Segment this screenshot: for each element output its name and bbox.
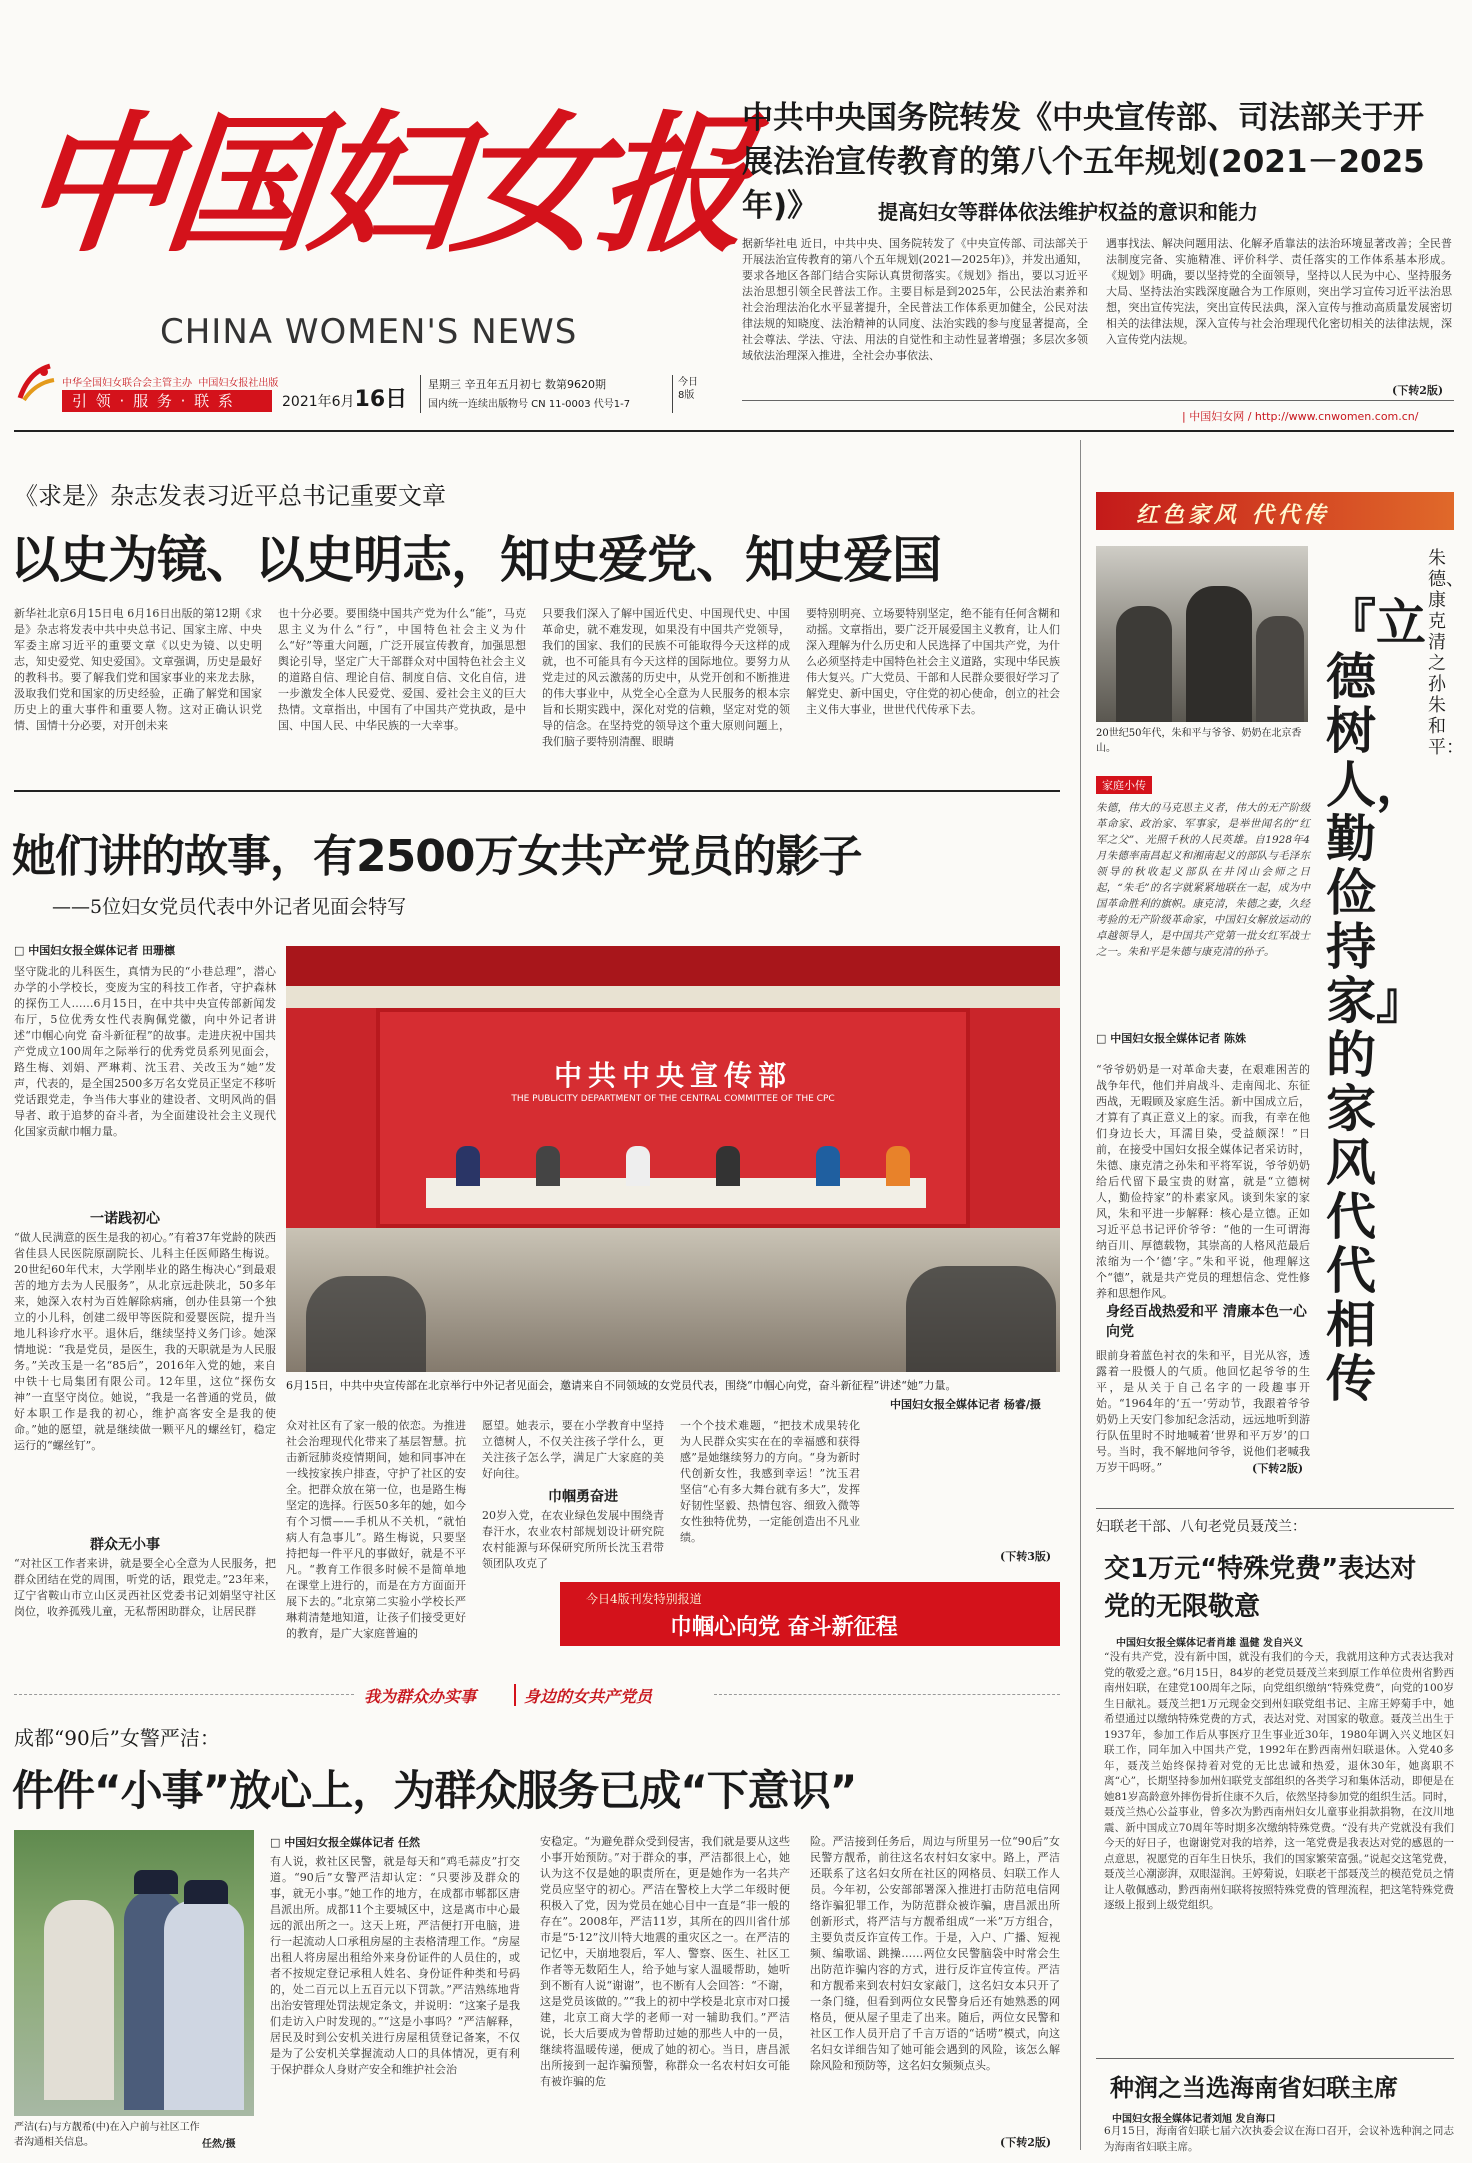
- red-family-banner: [1096, 492, 1454, 530]
- story-2500-body-1: “做人民满意的医生是我的初心。”有着37年党龄的陕西省佳县人民医院原副院长、儿科主任医师路生梅说。20世纪60年代末，大学刚毕业的路生梅决心“到最艰苦的地方去为人民服务”，从北京远赴陕北，50多年来，她深入农村为百姓解除病痛，创办佳县第一个独立的小儿科，创建二级甲等医院和爱婴医院，提升当地儿科诊疗水平。退休后，继续坚持义务门诊。她深情地说：“我是党员，是医生，我的天职就是为人民服务。”关改玉是一名“85后”，2016年入党的她，来自中铁十七局集团有限公司。12年里，这位“探伤女神”一直坚守岗位。她说，“我是一名普通的党员，做好本职工作是我的初心，维护高客安全是我的使命。”她的愿望，就是继续做一颗平凡的螺丝钉，稳定运行的“螺丝钉”。: [14, 1231, 276, 1452]
- zhu-continued[interactable]: (下转2版): [1252, 1462, 1304, 1475]
- top-story-col-2: 遇事找法、解决问题用法、化解矛盾靠法的法治环境显著改善；全民普法制度完备、实施精准、评价科学、责任落实的工作体系基本形成。《规划》明确，要以坚持党的全面领导，坚持以人民为中心、坚持服务大局、坚持法治实践深度融合为工作原则，突出学习宣传习近平法治思想，突出宣传宪法，突出宣传民法典，深入宣传与推动高质量发展密切相关的法律法规，深入宣传与社会治理现代化密切相关的法律法规，深入宣传党内法规。: [1106, 237, 1452, 346]
- story-2500-headline[interactable]: 她们讲的故事，有2500万女共产党员的影子: [12, 831, 862, 882]
- police-col-1: 有人说，救社区民警，就是每天和“鸡毛蒜皮”打交道。“90后”女警严洁却认定：“只要涉及群众的事，就无小事。”她工作的地方，在成都市郫都区唐昌派出所。成都11个主要城区中，这是离市中心最远的派出所之一。这天上班，严洁便打开电脑，进行一起流动人口承租房屋的主表格清理工作。“房屋出租人将房屋出租给外来身份证件的人员住的，或者不按规定登记承租人姓名、身份证件种类和号码的，处二百元以上五百元以下罚款。”严洁熟练地背出治安管理处罚法规定条文，并说明：“这案子是我们走访入户时发现的。”“这是小事吗？”严洁解释，居民及时到公安机关进行房屋租赁登记备案，不仅是为了公安机关掌握流动人口的具体情况，更有利于保护群众人身财产安全和维护社会治: [270, 1855, 520, 2076]
- zhu-intro: 朱德，伟大的马克思主义者，伟大的无产阶级革命家、政治家、军事家，是举世闻名的“红军之父”、光照千秋的人民英雄。自1928年4月朱德率南昌起义和湘南起义的部队与毛泽东领导的秋收起义部队在井冈山会师之日起，“朱毛”的名字就紧紧地联在一起，成为中国革命胜利的旗帜。康克清，朱德之妻，久经考验的无产阶级革命家，中国妇女解放运动的卓越领导人，是中国共产党第一批女红军战士之一。朱和平是朱德与康克清的孙子。: [1096, 802, 1310, 958]
- sponsor-2: 中国妇女报社出版: [198, 378, 279, 389]
- story-2500-col-4: 一个个技术难题，“把技术成果转化为人民群众实实在在的幸福感和获得感”是她继续努力的方向。“身为新时代创新女性，我感到幸运！”沈玉君坚信“心有多大舞台就有多大”，发挥好韧性坚毅、热情包容、细致入微等女性独特优势，一定能创造出不凡业绩。: [680, 1419, 860, 1544]
- police-col-3: 险。严洁接到任务后，周边与所里另一位“90后”女民警方靓希，前往这名农村妇女家中。路上，严洁还联系了这名妇女所在社区的网格员、妇联工作人员。今年初，公安部部署深入推进打击防范电信网络诈骗犯罪工作，为防范群众被诈骗，唐昌派出所创新形式，将严洁与方靓希组成“一米”万方组合，主要负责反诈宣传工作。于是，入户、广播、短视频、编歌谣、跳操……两位女民警脑袋中时常会生出防范诈骗内容的方式，进行反诈宣传宣传。严洁和方靓希来到农村妇女家敲门，这名妇女本只开了一条门缝，但看到两位女民警身后还有她熟悉的网格员，便从屋子里走了出来。随后，两位女民警和社区工作人员开启了千言万语的“话唠”模式，向这名妇女详细告知了她可能会遇到的风险，该怎么解除风险和预防等，这名妇女频频点头。: [810, 1835, 1060, 2072]
- issue-date: [282, 382, 407, 413]
- masthead-title: 中国妇女报: [13, 97, 752, 273]
- zhu-heading: 身经百战热爱和平 清廉本色一心向党: [1106, 1304, 1307, 1340]
- top-story-col-1: 据新华社电 近日，中共中央、国务院转发了《中央宣传部、司法部关于开展法治宣传教育的第八个五年规划(2021—2025年)》，并发出通知，要求各地区各部门结合实际认真贯彻落实。《规划》指出，要以习近平法治思想引领全民普法工作。主要目标是到2025年，公民法治素养和社会治理法治化水平显著提升，全民普法工作体系更加健全，公民对法律法规的知晓度、法治精神的认同度、法治实践的参与度显著提高，全社会尊法、学法、守法、用法的自觉性和主动性显著增强；多层次多领域依法治理深入推进，全社会办事依法、: [742, 237, 1088, 362]
- press-photo-credit: 中国妇女报全媒体记者 杨睿/摄: [890, 1398, 1041, 1411]
- column-left: 我为群众办实事: [364, 1687, 477, 1706]
- zhu-side-kicker: 朱德、康克清之孙朱和平：: [1428, 548, 1464, 758]
- story-2500-body-2: “对社区工作者来讲，就是要全心全意为人民服务，把群众团结在党的周围，听党的话，跟党走。”23年来，辽宁省鞍山市立山区灵西社区党委书记刘娟坚守社区岗位，收养孤残儿童，无私帮困助群众，让居民群: [14, 1557, 276, 1618]
- story-2500-continued[interactable]: (下转3版): [1000, 1550, 1052, 1563]
- police-photo-caption: 严洁(右)与方靓希(中)在入户前与社区工作者沟通相关信息。: [14, 2122, 200, 2148]
- police-continued[interactable]: (下转2版): [1000, 2136, 1052, 2149]
- police-photo-credit: 任然/摄: [202, 2139, 236, 2150]
- banner-kicker: 今日4版刊发特别报道: [586, 1592, 702, 1606]
- column-bar: [14, 1682, 1060, 1708]
- special-report-banner[interactable]: [560, 1582, 1060, 1646]
- story-2500-heading-2: 群众无小事: [90, 1537, 160, 1553]
- issn: 国内统一连续出版物号 CN 11-0003 代号1-7: [428, 399, 631, 410]
- zhu-body-1: “爷爷奶奶是一对革命夫妻，在艰难困苦的战争年代，他们并肩战斗、走南闯北、东征西战，无暇顾及家庭生活。新中国成立后，才算有了真正意义上的家。而我，有幸在他们身边长大，耳濡目染，受益颇深！”日前，在接受中国妇女报全媒体记者采访时，朱德、康克清之孙朱和平将军说，爷爷奶奶给后代留下最宝贵的财富，就是“立德树人，勤俭持家”的朴素家风。谈到朱家的家风，朱和平进一步解释：核心是立德。正如习近平总书记评价爷爷：“他的一生可谓海纳百川、厚德载物，其崇高的人格风范最后浓缩为一个‘德’字。”朱和平说，他理解这个“德”，就是共产党员的理想信念、党性修养和思想作风。: [1096, 1063, 1310, 1300]
- police-photo: [14, 1830, 254, 2116]
- qiushi-kicker: 《求是》杂志发表习近平总书记重要文章: [14, 482, 446, 510]
- story-2500-intro: 坚守陇北的儿科医生，真情为民的“小巷总理”，潜心办学的小学校长，变废为宝的科技工作者，守护森林的探伤工人……6月15日，在中共中央宣传部新闻发布厅，5位优秀女性代表胸佩党徽，向中外记者讲述“巾帼心向党 奋斗新征程”的故事。走进庆祝中国共产党成立100周年之际举行的优秀党员系列见面会，路生梅、刘娟、严琳莉、沈玉君、关改玉为“她”发声，代表的，是全国2500多万名女党员正坚定不移听党话跟党走，争当伟大事业的建设者、文明风尚的倡导者、敢于追梦的奋斗者，为全面建设社会主义现代化国家贡献巾帼力量。: [14, 965, 276, 1138]
- police-byline: □ 中国妇女报全媒体记者 任然: [270, 1836, 421, 1849]
- story-2500-byline: □ 中国妇女报全媒体记者 田珊檩: [14, 944, 176, 957]
- qiushi-col-3: 只要我们深入了解中国近代史、中国现代史、中国革命史，就不难发现，如果没有中国共产党领导，我们的国家、我们的民族不可能取得今天这样的成就，也不可能具有今天这样的国际地位。要努力从党走过的风云激荡的历史中，从党开创和不断推进的伟大事业中，从党全心全意为人民服务的根本宗旨和长期实践中，深化对党的信赖，坚定对党的领导的信念。在坚持党的领导这个重大原则问题上，我们脑子要特别清醒、眼睛: [542, 607, 790, 748]
- cadre-byline: 中国妇女报全媒体记者肖雄 温健 发自兴义: [1116, 1638, 1303, 1649]
- hainan-body: 6月15日，海南省妇联七届六次执委会议在海口召开，会议补选种润之同志为海南省妇联主席。: [1104, 2125, 1454, 2153]
- press-photo-caption: 6月15日，中共中央宣传部在北京举行中外记者见面会，邀请来自不同领域的女党员代表，围绕“巾帼心向党，奋斗新征程”讲述“她”力量。: [286, 1379, 957, 1392]
- zhu-photo-caption: 20世纪50年代，朱和平与爷爷、奶奶在北京香山。: [1096, 728, 1302, 754]
- hainan-byline: 中国妇女报全媒体记者刘旭 发自海口: [1112, 2114, 1276, 2125]
- banner-title: 巾帼心向党 奋斗新征程: [670, 1615, 898, 1640]
- zhu-byline: □ 中国妇女报全媒体记者 陈姝: [1096, 1032, 1247, 1045]
- zhu-body-2: 眼前身着蓝色衬衣的朱和平，目光从容，透露着一股慑人的气质。他回忆起爷爷的生平，是从关于自己名字的一段趣事开始。“1964年的‘五一’劳动节，我跟着爷爷奶奶上天安门参加纪念活动，远远地听到游行队伍里时不时地喊着‘世界和平万岁’的口号。当时，我不解地问爷爷，说他们老喊我万岁干吗呀。”: [1096, 1349, 1310, 1474]
- banner-text: 红色家风 代代传: [1136, 502, 1330, 528]
- top-story-continued[interactable]: (下转2版): [1392, 384, 1444, 397]
- date-day: 16日: [354, 387, 408, 412]
- column-right: 身边的女共产党员: [524, 1687, 653, 1706]
- motto-bar: 引 领 · 服 务 · 联 系: [62, 390, 272, 412]
- masthead-english: CHINA WOMEN'S NEWS: [160, 312, 578, 352]
- cadre-body: “没有共产党，没有新中国，就没有我们的今天，我就用这种方式表达我对党的敬爱之意。”6月15日，84岁的老党员聂茂兰来到原工作单位贵州省黔西南州妇联，在建党100周年之际，向党组织缴纳“特殊党费”，向党的100岁生日献礼。聂茂兰把1万元现金交到州妇联党组书记、主席王婷菊手中，她希望通过以缴纳特殊党费的方式，表达对党、对国家的敬意。聂茂兰出生于1937年，参加工作后从事医疗卫生事业近30年，1980年调入兴义地区妇联工作，同年加入中国共产党，1992年在黔西南州妇联退休。入党40多年，聂茂兰始终保持着对党的无比忠诚和热爱，退休30年，她离职不离“心”，长期坚持参加州妇联党支部组织的各类学习和集体活动，即便是在她81岁高龄意外摔伤骨折住康不久后，依然坚持参加党的组织生活。同时，聂茂兰热心公益事业，曾多次为黔西南州妇女儿童事业捐款捐物，在汶川地震、新中国成立70周年等时期多次缴纳特殊党费。“没有共产党就没有我们今天的好日子，也谢谢党对我的培养，这一笔党费是我表达对党的感恩的一点意思，祝愿党的百年生日快乐，我们的国家繁荣富强。”说起交这笔党费，聂茂兰心潮澎湃，双眼湿润。王婷菊说，妇联老干部聂茂兰的模范党员之情让人敬佩感动，黔西南州妇联将按照特殊党费的管理流程，把这笔特殊党费逐级上报到上级党组织。: [1104, 1651, 1454, 1911]
- qiushi-col-2: 也十分必要。要围绕中国共产党为什么“能”，马克思主义为什么“行”，中国特色社会主义为什么“好”等重大问题，广泛开展宣传教育，加强思想舆论引导，坚定广大干部群众对中国特色社会主义的道路自信、理论自信、制度自信、文化自信，进一步激发全体人民爱党、爱国、爱社会主义的巨大热情。文章指出，中国有了中国共产党执政，是中国、中国人民、中华民族的一大幸事。: [278, 607, 526, 732]
- website-link[interactable]: | 中国妇女网 / http://www.cnwomen.com.cn/: [1182, 410, 1419, 423]
- screen-subtitle: THE PUBLICITY DEPARTMENT OF THE CENTRAL COMMITTEE OF THE CPC: [511, 1094, 835, 1104]
- story-2500-col-2: 众对社区有了家一般的依恋。为推进社会治理现代化带来了基层智慧。抗击新冠肺炎疫情期间，她和同事冲在一线按家挨户排查，守护了社区的安全。把群众放在第一位，也是路生梅坚定的选择。行医50多年的她，如今有个习惯——手机从不关机，“就怕病人有急事儿”。路生梅说，只要坚持把每一件平凡的事做好，就是不平凡。“教育工作很多时候不是简单地在课堂上进行的，而是在方方面面开展下去的。”北京第二实验小学校长严琳莉清楚地知道，让孩子们接受更好的教育，是广大家庭普遍的: [286, 1419, 466, 1640]
- story-2500-subtitle: ——5位妇女党员代表中外记者见面会特写: [52, 896, 407, 918]
- cadre-headline[interactable]: 交1万元“特殊党费”表达对党的无限敬意: [1104, 1554, 1417, 1622]
- qiushi-col-1: 新华社北京6月15日电 6月16日出版的第12期《求是》杂志将发表中共中央总书记、国家主席、中央军委主席习近平的重要文章《以史为镜、以史明志，知史爱党、知史爱国》。文章强调，历史是最好的教科书。要了解我们党和国家事业的来龙去脉，汲取我们党和国家的历史经验，正确了解党和国家历史上的重大事件和重要人物。这对正确认识党情、国情十分必要，对开创未来: [14, 607, 262, 732]
- police-headline[interactable]: 件件“小事”放心上，为群众服务已成“下意识”: [12, 1766, 857, 1815]
- police-col-2: 安稳定。“为避免群众受到侵害，我们就是要从这些小事开始预防。”对于群众的事，严洁都很上心，她认为这不仅是她的职责所在，更是她作为一名共产党员应坚守的初心。严洁在警校上大学二年级时便积极入了党，因为党员在她心目中一直是“非一般的存在”。2008年，严洁11岁，其所在的四川省什邡市是“5·12”汶川特大地震的重灾区之一。在严洁的记忆中，天崩地裂后，军人、警察、医生、社区工作者等无数陌生人，给予她与家人温暖帮助，她听到不断有人说“谢谢”，也不断有人会回答：“不谢，这是党员该做的。”“我上的初中学校是北京市对口援建，北京工商大学的老师一对一辅助我们。”严洁说，长大后要成为曾帮助过她的那些人中的一员，继续将温暖传递，便成了她的初心。当日，唐昌派出所接到一起诈骗预警，称群众一名农村妇女可能有被诈骗的危: [540, 1835, 790, 2088]
- police-kicker: 成都“90后”女警严洁：: [14, 1726, 220, 1750]
- zhu-family-photo: [1096, 546, 1308, 722]
- womens-federation-logo: [14, 360, 58, 404]
- top-story-subtitle: 提高妇女等群体依法维护权益的意识和能力: [878, 200, 1258, 224]
- zhu-big-headline[interactable]: 『立德树人，勤俭持家』的家风代代相传: [1326, 594, 1426, 1408]
- masthead: [13, 56, 752, 273]
- edition-count: 今日8版: [678, 377, 698, 401]
- story-2500-col-3b: 20岁入党，在农业绿色发展中围绕青春汗水，农业农村部规划设计研究院农村能源与环保研究所所长沈玉君带领团队攻克了: [482, 1509, 664, 1570]
- top-story-headline[interactable]: 中共中央国务院转发《中央宣传部、司法部关于开展法治宣传教育的第八个五年规划(2021－2025年)》: [742, 100, 1425, 224]
- sponsor-1: 中华全国妇女联合会主管主办: [62, 378, 192, 389]
- hainan-headline[interactable]: 种润之当选海南省妇联主席: [1110, 2074, 1398, 2102]
- story-2500-heading-3: 巾帼勇奋进: [548, 1489, 618, 1505]
- story-2500-col-3a: 愿望。她表示，要在小学教育中坚持立德树人，不仅关注孩子学什么，更关注孩子怎么学，满足广大家庭的美好向往。: [482, 1419, 664, 1480]
- date-prefix: 2021年6月: [282, 394, 355, 410]
- family-tag: 家庭小传: [1096, 776, 1152, 794]
- qiushi-headline[interactable]: 以史为镜、以史明志，知史爱党、知史爱国: [10, 531, 941, 589]
- screen-title: 中共中央宣传部: [553, 1059, 792, 1092]
- cadre-kicker: 妇联老干部、八旬老党员聂茂兰：: [1096, 1519, 1306, 1535]
- issue-info: 星期三 辛丑年五月初七 数第9620期: [428, 378, 606, 391]
- qiushi-col-4: 要特别明亮、立场要特别坚定，绝不能有任何含糊和动摇。文章指出，要广泛开展爱国主义教育，让人们深入理解为什么历史和人民选择了中国共产党，为什么必须坚持走中国特色社会主义道路，实现中华民族伟大复兴。广大党员、干部和人民群众要很好学习了解党史、新中国史，守住党的初心使命，创立的社会主义伟大事业，世世代代传承下去。: [806, 607, 1060, 716]
- story-2500-heading-1: 一诺践初心: [90, 1211, 160, 1227]
- sponsor-line: [62, 374, 278, 389]
- press-conference-photo: [286, 946, 1060, 1372]
